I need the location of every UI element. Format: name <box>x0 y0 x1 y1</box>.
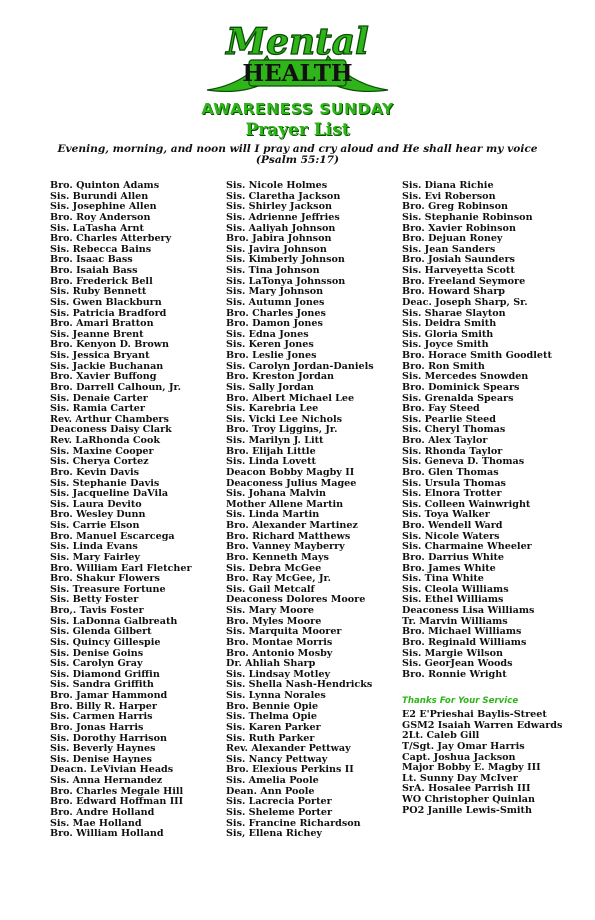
list-item: Sis. Linda Evans <box>50 541 138 553</box>
list-item: Bro. Darrius White <box>402 551 505 563</box>
list-item: Sis. Edna Jones <box>226 328 309 340</box>
list-item: Sis. Stephanie Davis <box>50 477 160 489</box>
list-item: Sis. Dorothy Harrison <box>50 732 167 744</box>
list-item: Rev. Alexander Pettway <box>226 743 351 755</box>
list-item: Sis. Ramia Carter <box>50 403 145 415</box>
list-item: Sis. Autumn Jones <box>226 296 325 308</box>
list-item: Dean. Ann Poole <box>226 785 315 797</box>
prayer-list-column-2 <box>226 181 374 840</box>
list-item: Sis. Lindsay Motley <box>226 668 331 680</box>
list-item: Deaconess Daisy Clark <box>50 424 172 436</box>
list-item: Bro. Horace Smith Goodlett <box>402 350 552 361</box>
list-item: Sis. GeorJean Woods <box>402 658 513 670</box>
list-item: Deac. Joseph Sharp, Sr. <box>402 296 528 308</box>
list-item: Sis. Sandra Griffith <box>50 679 154 691</box>
list-item: Bro. Edward Hoffman III <box>50 796 184 808</box>
list-item: Sis. Gwen Blackburn <box>50 296 162 308</box>
list-item: Sis. Tina Johnson <box>226 265 320 276</box>
list-item: Bro. Vanney Mayberry <box>226 541 345 553</box>
list-item: Sis. LaDonna Galbreath <box>50 615 178 627</box>
list-item: Bro. Kenyon D. Brown <box>50 339 170 351</box>
list-item: Bro. Montae Morris <box>226 636 333 648</box>
list-item: Sis. Marquita Moorer <box>226 626 342 638</box>
list-item: Sis. Lynna Norales <box>226 690 326 701</box>
list-item: Sis. Joyce Smith <box>402 339 489 351</box>
list-item: Bro. Dominick Spears <box>402 381 520 393</box>
list-item: Bro. Alexander Martinez <box>226 520 358 531</box>
list-item: Sis. Ruth Parker <box>226 732 315 744</box>
list-item: PO2 Janille Lewis-Smith <box>402 804 532 816</box>
list-item: Sis. Toya Walker <box>402 509 490 521</box>
list-item: Bro. Wesley Dunn <box>50 509 146 521</box>
list-item: Sis. Thelma Opie <box>226 711 318 723</box>
list-item: Sis. LaTasha Arnt <box>50 222 144 234</box>
list-item: Bro. Antonio Mosby <box>226 647 333 659</box>
list-item: Bro. Freeland Seymore <box>402 275 526 287</box>
prayer-list-column-1 <box>50 181 192 840</box>
list-item: Sis. Aaliyah Johnson <box>226 222 336 234</box>
list-item: Sis. Harveyetta Scott <box>402 265 515 276</box>
list-item: Sis. Denise Haynes <box>50 753 152 765</box>
list-item: Sis. Lacrecia Porter <box>226 796 332 808</box>
list-item: Sis. Denaie Carter <box>50 392 148 404</box>
list-item: Sis. Beverly Haynes <box>50 743 156 755</box>
list-item: Bro. Roy Anderson <box>50 211 151 223</box>
list-item: Sis. Stephanie Robinson <box>402 211 533 223</box>
list-item: Sis. Keren Jones <box>226 339 314 351</box>
list-item: Sis. Mary Fairley <box>50 551 140 563</box>
list-item: Bro. Amari Bratton <box>50 318 154 330</box>
list-item: Sis. Marilyn J. Litt <box>226 435 324 446</box>
list-item: Sis. Amelia Poole <box>226 775 319 786</box>
list-item: Bro. Wendell Ward <box>402 520 503 531</box>
list-item: Bro. Charles Atterbery <box>50 233 172 245</box>
list-item: Sis. Glenda Gilbert <box>50 626 152 638</box>
list-item: Sis, Ellena Richey <box>226 828 323 840</box>
prayer-list-column-3 <box>402 181 552 680</box>
list-item: E2 E'Prieshai Baylis-Street <box>402 709 547 720</box>
list-item: Sis. Francine Richardson <box>226 817 361 829</box>
list-item: Sis. Pearlie Steed <box>402 413 496 425</box>
list-item: Bro. Dejuan Roney <box>402 233 503 245</box>
list-item: Bro. Elijah Little <box>226 445 316 457</box>
list-item: Sis. Cleola Williams <box>402 583 509 595</box>
list-item: Bro. Xavier Robinson <box>402 222 516 234</box>
list-item: Sis. Grenalda Spears <box>402 392 514 404</box>
list-item: Bro. Fay Steed <box>402 403 480 415</box>
list-item: Sis. Shirley Jackson <box>226 201 332 213</box>
list-item: Sis. Mae Holland <box>50 817 142 829</box>
list-item: Bro. Kenneth Mays <box>226 551 329 563</box>
list-item: Sis. Tina White <box>402 573 484 585</box>
list-item: Sis. Colleen Wainwright <box>402 498 531 510</box>
list-item: Sis. Mary Moore <box>226 605 315 616</box>
list-item: Sis. Javira Johnson <box>226 243 327 255</box>
list-item: Sis. Gloria Smith <box>402 328 494 340</box>
prayer-list-title: Prayer List <box>245 120 350 140</box>
list-item: Bro. Charles Megale Hill <box>50 785 184 797</box>
list-item: Sis. Ruby Bennett <box>50 286 147 298</box>
thanks-for-service-heading: Thanks For Your Service <box>402 696 519 706</box>
list-item: Sis. Denise Goins <box>50 647 144 659</box>
list-item: Deaconess Lisa Williams <box>402 605 535 616</box>
list-item: Bro. Damon Jones <box>226 318 323 330</box>
list-item: Sis. Ursula Thomas <box>402 477 506 489</box>
list-item: Sis. Rhonda Taylor <box>402 445 503 457</box>
list-item: Sis. Quincy Gillespie <box>50 636 161 648</box>
list-item: Sis. Johana Malvin <box>226 488 326 500</box>
list-item: Deaconess Dolores Moore <box>226 594 366 606</box>
list-item: Sis. Linda Martin <box>226 509 320 521</box>
list-item: Sis. Deidra Smith <box>402 318 497 330</box>
list-item: Bro. Glen Thomas <box>402 466 499 478</box>
list-item: Bro,. Tavis Foster <box>50 605 144 616</box>
list-item: Bro. Charles Jones <box>226 307 326 319</box>
list-item: Sis. Geneva D. Thomas <box>402 456 525 468</box>
list-item: Dr. Ahliah Sharp <box>226 658 316 670</box>
list-item: Sis. Carolyn Jordan-Daniels <box>226 360 374 372</box>
list-item: Bro. Josiah Saunders <box>402 254 515 266</box>
list-item: Sis. Jackie Buchanan <box>50 360 164 372</box>
scripture-verse <box>20 144 575 166</box>
list-item: Sis. LaTonya Johnsson <box>226 275 346 287</box>
list-item: Bro. Jonas Harris <box>50 721 144 733</box>
list-item: Sis. Sheleme Porter <box>226 806 333 818</box>
list-item: Sis. Betty Foster <box>50 594 139 606</box>
list-item: Bro. Ron Smith <box>402 360 485 372</box>
list-item: Bro. Kevin Davis <box>50 466 139 478</box>
list-item: Bro. Jabira Johnson <box>226 233 332 245</box>
list-item: Sis. Ethel Williams <box>402 594 504 606</box>
list-item: Sis. Laura Devito <box>50 498 142 510</box>
logo-word-health: HEALTH <box>242 60 353 87</box>
list-item: Sis. Charmaine Wheeler <box>402 541 532 553</box>
list-item: Sis. Linda Lovett <box>226 456 316 468</box>
list-item: Sis. Debra McGee <box>226 562 322 574</box>
list-item: Bro. Isaac Bass <box>50 254 133 266</box>
list-item: Sis. Burundi Allen <box>50 190 149 202</box>
list-item: Sis. Claretha Jackson <box>226 190 341 202</box>
list-item: Bro. Billy R. Harper <box>50 700 157 712</box>
list-item: Bro. Frederick Bell <box>50 275 153 287</box>
list-item: Bro. James White <box>402 562 496 574</box>
list-item: Major Bobby E. Magby III <box>402 762 541 774</box>
list-item: Deacn. LeVivian Heads <box>50 764 174 776</box>
list-item: 2Lt. Caleb Gill <box>402 730 480 742</box>
list-item: Sis. Margie Wilson <box>402 647 504 659</box>
list-item: Sis. Nicole Waters <box>402 530 500 542</box>
list-item: Tr. Marvin Williams <box>402 615 508 627</box>
list-item: Sis. Cheryl Thomas <box>402 424 506 436</box>
list-item: Sis. Patricia Bradford <box>50 307 167 319</box>
list-item: Sis. Elnora Trotter <box>402 488 502 500</box>
list-item: Bro. Troy Liggins, Jr. <box>226 424 338 436</box>
list-item: Sis. Shella Nash-Hendricks <box>226 679 373 691</box>
list-item: Sis. Karebria Lee <box>226 403 319 415</box>
list-item: Bro. Quinton Adams <box>50 180 160 191</box>
list-item: Sis. Karen Parker <box>226 721 321 733</box>
list-item: Bro. Myles Moore <box>226 615 322 627</box>
list-item: Sis. Nicole Holmes <box>226 180 328 191</box>
verse-reference: (Psalm 55:17) <box>255 154 340 166</box>
list-item: Sis. Sharae Slayton <box>402 307 506 319</box>
logo-word-mental: Mental <box>226 21 369 63</box>
list-item: Bro. Darrell Calhoun, Jr. <box>50 381 182 393</box>
list-item: Deaconess Julius Magee <box>226 477 357 489</box>
list-item: Sis. Sally Jordan <box>226 381 314 393</box>
list-item: Sis. Jean Sanders <box>402 243 496 255</box>
list-item: Bro. Ronnie Wright <box>402 668 507 680</box>
list-item: Bro. William Holland <box>50 828 164 840</box>
service-members-list <box>402 710 562 816</box>
list-item: T/Sgt. Jay Omar Harris <box>402 740 525 752</box>
list-item: SrA. Hosalee Parrish III <box>402 783 531 795</box>
list-item: Bro. Elexious Perkins II <box>226 764 354 776</box>
list-item: Rev. Arthur Chambers <box>50 413 169 425</box>
list-item: Bro. Bennie Opie <box>226 700 319 712</box>
list-item: Bro. Alex Taylor <box>402 435 488 446</box>
list-item: Bro. Richard Matthews <box>226 530 351 542</box>
list-item: Bro. Xavier Buffong <box>50 371 157 383</box>
list-item: Bro. Ray McGee, Jr. <box>226 573 331 585</box>
list-item: Sis. Treasure Fortune <box>50 583 166 595</box>
list-item: Sis. Diamond Griffin <box>50 668 160 680</box>
awareness-sunday-subtitle: AWARENESS SUNDAY <box>201 100 394 118</box>
list-item: Lt. Sunny Day McIver <box>402 772 518 784</box>
list-item: Sis. Jacqueline DaVila <box>50 488 169 500</box>
list-item: Bro. Andre Holland <box>50 806 155 818</box>
list-item: Bro. William Earl Fletcher <box>50 562 192 574</box>
list-item: Sis. Mary Johnson <box>226 286 324 298</box>
list-item: Sis. Carrie Elson <box>50 520 140 531</box>
list-item: Sis. Diana Richie <box>402 180 494 191</box>
list-item: Bro. Isaiah Bass <box>50 265 138 276</box>
list-item: Bro. Kreston Jordan <box>226 371 335 383</box>
list-item: Bro. Leslie Jones <box>226 350 317 361</box>
list-item: Bro. Jamar Hammond <box>50 690 168 701</box>
list-item: Sis. Vicki Lee Nichols <box>226 413 343 425</box>
list-item: Sis. Gail Metcalf <box>226 583 315 595</box>
list-item: Sis. Evi Roberson <box>402 190 496 202</box>
list-item: Sis. Josephine Allen <box>50 201 157 213</box>
list-item: Bro. Manuel Escarcega <box>50 530 175 542</box>
list-item: Bro. Shakur Flowers <box>50 573 160 585</box>
list-item: Sis. Mercedes Snowden <box>402 371 529 383</box>
list-item: Deacon Bobby Magby II <box>226 466 355 478</box>
list-item: Capt. Joshua Jackson <box>402 751 516 763</box>
list-item: Bro. Greg Robinson <box>402 201 508 213</box>
mental-health-logo <box>205 18 390 100</box>
list-item: Bro. Michael Williams <box>402 626 522 638</box>
list-item: Sis. Carolyn Gray <box>50 658 143 670</box>
list-item: Sis. Carmen Harris <box>50 711 153 723</box>
list-item: GSM2 Isaiah Warren Edwards <box>402 719 563 731</box>
list-item: Sis. Maxine Cooper <box>50 445 154 457</box>
list-item: Sis. Jeanne Brent <box>50 328 144 340</box>
list-item: Mother Allene Martin <box>226 498 344 510</box>
list-item: Sis. Jessica Bryant <box>50 350 150 361</box>
list-item: Bro. Albert Michael Lee <box>226 392 355 404</box>
list-item: Sis. Kimberly Johnson <box>226 254 345 266</box>
list-item: Bro. Howard Sharp <box>402 286 505 298</box>
list-item: Bro. Reginald Williams <box>402 636 527 648</box>
list-item: Sis. Nancy Pettway <box>226 753 328 765</box>
list-item: WO Christopher Quinlan <box>402 794 535 805</box>
list-item: Sis. Adrienne Jeffries <box>226 211 340 223</box>
list-item: Rev. LaRhonda Cook <box>50 435 160 446</box>
list-item: Sis. Rebecca Bains <box>50 243 152 255</box>
verse-text: Evening, morning, and noon will I pray and cry aloud and He shall hear my voice <box>57 143 538 155</box>
list-item: Sis. Anna Hernandez <box>50 775 163 786</box>
list-item: Sis. Cherya Cortez <box>50 456 149 468</box>
